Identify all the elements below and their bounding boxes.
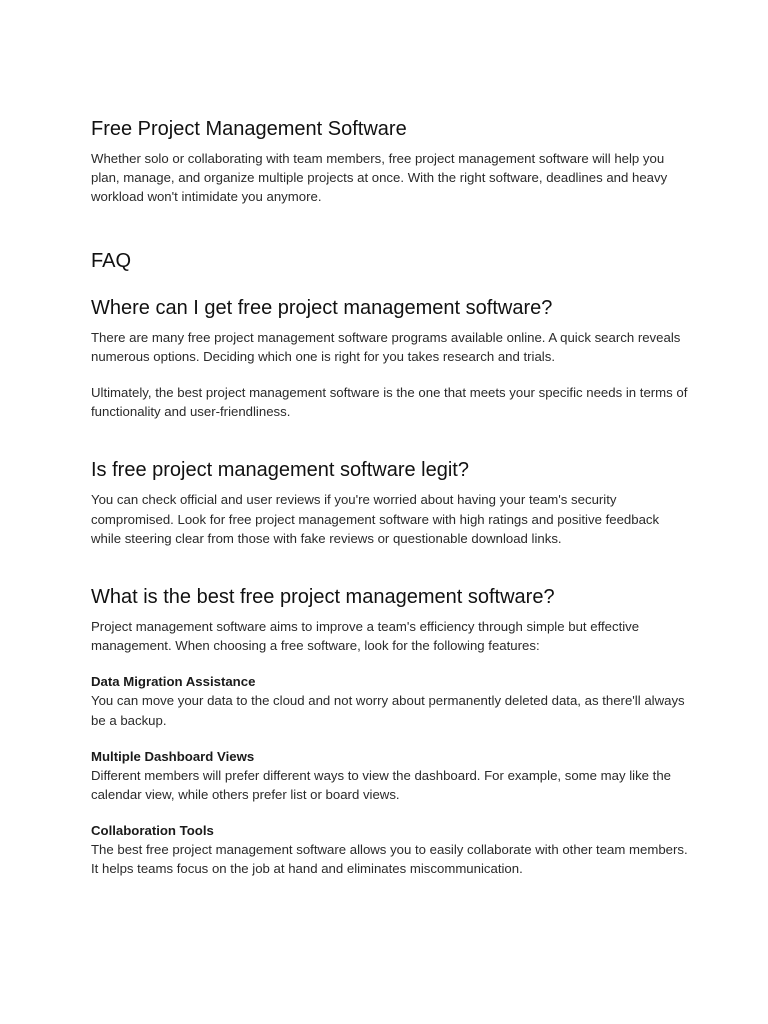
faq-answer-paragraph: Project management software aims to improve a team's efficiency through simple but effective management. When choosing a free software, look for the following features:: [91, 619, 640, 654]
faq-answer-paragraph: There are many free project management software programs available online. A quick search reveals numerous options. Deciding which one is right for you takes research and trials.: [91, 329, 681, 364]
faq-section-best: [91, 585, 691, 879]
feature-title: Data Migration Assistance: [91, 674, 256, 690]
feature-description: You can move your data to the cloud and not worry about permanently deleted data, as there'll always be a backup.: [91, 693, 685, 728]
faq-section-legit: [91, 458, 691, 548]
faq-question-legit: Is free project management software legit?: [91, 459, 469, 482]
document-title: Free Project Management Software: [91, 118, 407, 140]
feature-title: Collaboration Tools: [91, 823, 214, 839]
feature-item: [91, 747, 691, 804]
feature-item: [91, 821, 691, 878]
feature-title: Multiple Dashboard Views: [91, 748, 255, 764]
document-page: [91, 117, 691, 879]
faq-section-where: [91, 296, 691, 422]
feature-item: [91, 672, 691, 729]
faq-answer-paragraph: Ultimately, the best project management software is the one that meets your specific needs in terms of functionality and user-friendliness.: [91, 385, 688, 420]
faq-question-best: What is the best free project management software?: [91, 586, 555, 609]
feature-description: The best free project management software allows you to easily collaborate with other team members. It helps teams focus on the job at hand and eliminates miscommunication.: [91, 842, 688, 877]
intro-paragraph: Whether solo or collaborating with team members, free project management software will help you plan, manage, and organize multiple projects at once. With the right software, deadlines and heavy workload won't intimidate you anymore.: [91, 151, 668, 205]
faq-heading: FAQ: [91, 249, 132, 272]
faq-answer-paragraph: You can check official and user reviews if you're worried about having your team's security compromised. Look for free project management software with high ratings and positive feedback while steering clear from those with fake reviews or questionable download links.: [91, 492, 660, 546]
faq-question-where: Where can I get free project management software?: [91, 296, 553, 319]
feature-description: Different members will prefer different ways to view the dashboard. For example, some may like the calendar view, while others prefer list or board views.: [91, 767, 672, 803]
